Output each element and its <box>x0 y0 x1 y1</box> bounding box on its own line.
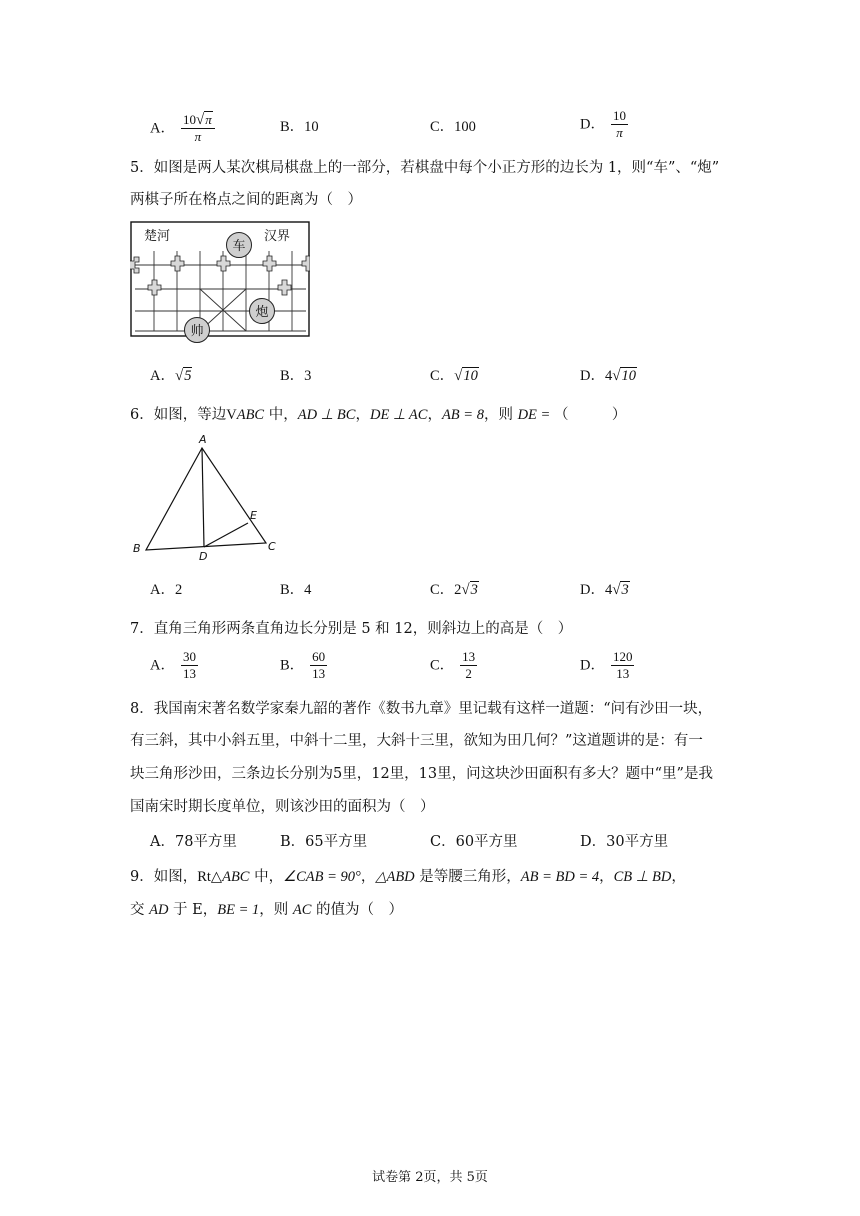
q7-stem: 7．直角三角形两条直角边长分别是 5 和 12，则斜边上的高是（ ） <box>130 621 573 637</box>
label-hanjie: 汉界 <box>264 229 291 244</box>
q5-option-a: A．√5 <box>150 368 192 384</box>
chess-board-figure <box>130 221 310 346</box>
q5-option-c: C．√10 <box>430 368 478 384</box>
label-chuhe: 楚河 <box>144 229 171 244</box>
svg-text:炮: 炮 <box>255 305 269 320</box>
q8-option-b: B．65平方里 <box>280 834 368 850</box>
q7-option-d: D． $\frac{120}{13}$ <box>580 649 633 681</box>
q4-option-a-fraction: $\frac{10√\pi}{\pi}$ <box>181 112 215 145</box>
q6-option-d: D．4√3 <box>580 582 629 598</box>
q7-option-c: C． $\frac{13}{2}$ <box>430 649 476 681</box>
q8-option-d: D．30平方里 <box>580 834 669 850</box>
q4-option-a: A． $\frac{10√\pi}{\pi}$ <box>150 112 215 145</box>
q7-option-a: A． $\frac{30}{13}$ <box>150 649 196 681</box>
q5-stem-line2: 两棋子所在格点之间的距离为（ ） <box>130 192 362 208</box>
q6-option-a: A．2 <box>150 582 183 598</box>
q8-option-a: A．78平方里 <box>150 834 237 850</box>
q8-option-c: C．60平方里 <box>430 834 518 850</box>
q5-stem-line1: 5．如图是两人某次棋局棋盘上的一部分，若棋盘中每个小正方形的边长为 1，则“车”、“炮” <box>130 160 720 176</box>
page-footer: 试卷第 2页，共 5页 <box>372 1170 488 1185</box>
q8-stem-line2: 有三斜，其中小斜五里，中斜十二里，大斜十三里，欲知为田几何？”这道题讲的是：有一 <box>130 733 703 749</box>
q6-option-c: C．2√3 <box>430 582 478 598</box>
label-d: D <box>199 550 208 563</box>
svg-text:帅: 帅 <box>190 324 204 339</box>
piece-shuai <box>185 318 210 343</box>
q4-option-c: C．100 <box>430 119 476 135</box>
q8-stem-line1: 8．我国南宋著名数学家秦九韶的著作《数书九章》里记载有这样一道题：“问有沙田一块， <box>130 701 713 717</box>
q8-stem-line4: 国南宋时期长度单位，则该沙田的面积为（ ） <box>130 799 435 815</box>
q5-option-d: D．4√10 <box>580 368 636 384</box>
q7-option-b: B． $\frac{60}{13}$ <box>280 649 326 681</box>
triangle-figure <box>128 430 288 565</box>
q8-stem-line3: 块三角形沙田，三条边长分别为5里，12里，13里，问这块沙田面积有多大？题中“里”是我 <box>130 766 713 782</box>
piece-pao <box>250 299 275 324</box>
piece-ju <box>227 233 252 258</box>
label-e: E <box>250 509 257 522</box>
svg-text:车: 车 <box>232 239 246 254</box>
q6-option-b: B．4 <box>280 582 312 598</box>
q9-stem-line2: 交 AD 于 E，BE = 1，则 AC 的值为（ ） <box>130 902 404 918</box>
label-b: B <box>133 542 141 555</box>
q4-option-d: D． $\frac{10}{\pi}$ <box>580 108 626 140</box>
q5-option-b: B．3 <box>280 368 312 384</box>
label-c: C <box>268 540 276 553</box>
q4-option-b: B．10 <box>280 119 319 135</box>
q4-option-d-fraction: $\frac{10}{\pi}$ <box>612 108 626 140</box>
q6-stem: 6．如图，等边VABC 中，AD ⊥ BC，DE ⊥ AC，AB = 8，则 DE = （ ） <box>130 407 627 423</box>
label-a: A <box>199 433 207 446</box>
q9-stem-line1: 9．如图，Rt△ABC 中，∠CAB = 90°，△ABD 是等腰三角形，AB = BD = 4，CB ⊥ BD， <box>130 869 686 885</box>
